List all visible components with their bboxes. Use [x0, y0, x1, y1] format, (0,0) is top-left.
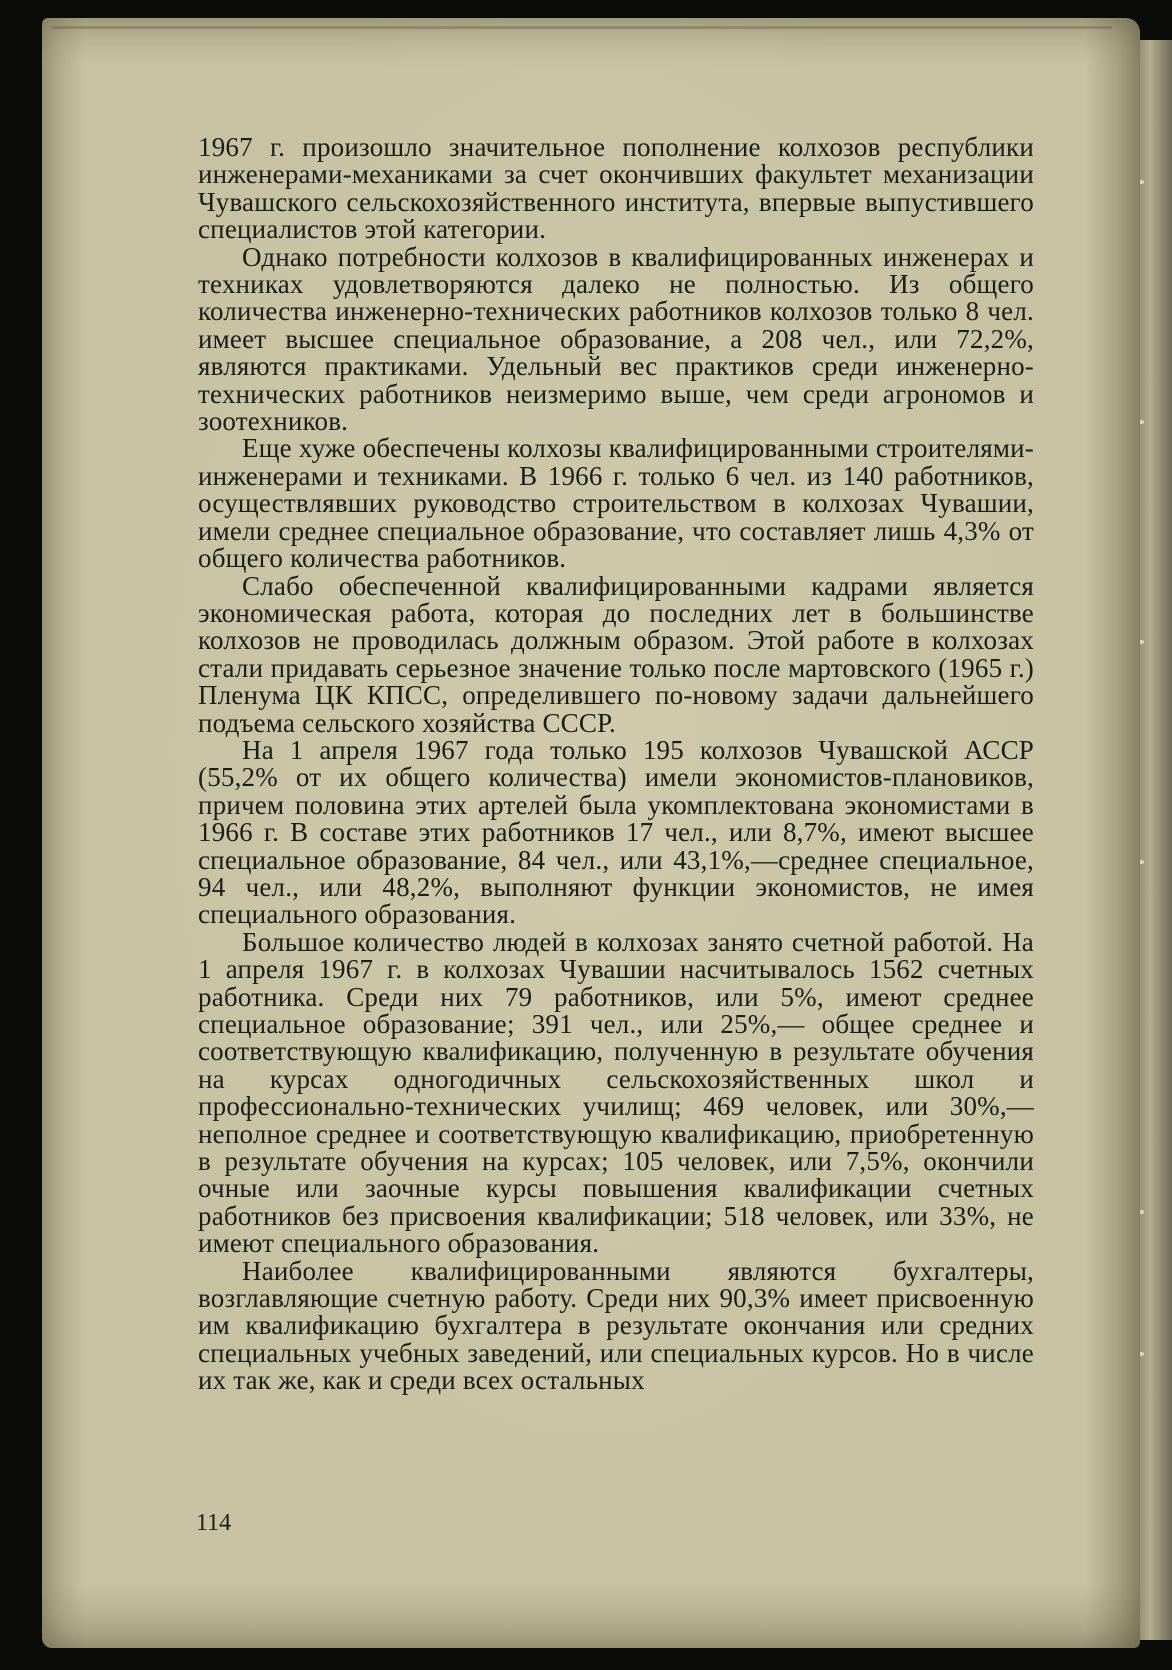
paragraph: Еще хуже обеспечены колхозы квалифицированными строителями-инженерами и техниками. В 1966 г. только 6 чел. из 140 работников, осуществлявших руководство строительством в колхозах Чувашии, имели среднее специальное образование, что составляет лишь 4,3% от общего количества работников.	[198, 433, 1034, 574]
paragraph: Наиболее квалифицированными являются бухгалтеры, возглавляющие счетную работу. Среди них 90,3% имеет присвоенную им квалификацию бухгалтера в результате окончания или средних специальных учебных заведений, или специальных курсов. Но в числе их так же, как и среди всех остальных	[198, 1255, 1034, 1396]
body-text	[198, 134, 1034, 1395]
paragraph: Слабо обеспеченной квалифицированными кадрами является экономическая работа, которая до последних лет в большинстве колхозов не проводилась должным образом. Этой работе в колхозах стали придавать серьезное значение только после мартовского (1965 г.) Пленума ЦК КПСС, определившего по-новому задачи дальнейшего подъема сельского хозяйства СССР.	[198, 570, 1034, 738]
paragraph: Однако потребности колхозов в квалифицированных инженерах и техниках удовлетворяются далеко не полностью. Из общего количества инженерно-технических работников колхозов только 8 чел. имеет высшее специальное образование, а 208 чел., или 72,2%, являются практиками. Удельный вес практиков среди инженерно-технических работников неизмеримо выше, чем среди агрономов и зоотехников.	[198, 241, 1034, 437]
paragraph: Большое количество людей в колхозах занято счетной работой. На 1 апреля 1967 г. в колхозах Чувашии насчитывалось 1562 счетных работника. Среди них 79 работников, или 5%, имеют среднее специальное образование; 391 чел., или 25%,— общее среднее и соответствующую квалификацию, полученную в результате обучения на курсах одногодичных сельскохозяйственных школ и профессионально-технических училищ; 469 человек, или 30%,— неполное среднее и соответствующую квалификацию, приобретенную в результате обучения на курсах; 105 человек, или 7,5%, окончили очные или заочные курсы повышения квалификации счетных работников без присвоения квалификации; 518 человек, или 33%, не имеют специального образования.	[198, 926, 1034, 1259]
paragraph: 1967 г. произошло значительное пополнение колхозов республики инженерами-механиками за счет окончивших факультет механизации Чувашского сельскохозяйственного института, впервые выпустившего специалистов этой категории.	[198, 132, 1034, 245]
paragraph: На 1 апреля 1967 года только 195 колхозов Чувашской АССР (55,2% от их общего количества) имели экономистов-плановиков, причем половина этих артелей была укомплектована экономистами в 1966 г. В составе этих работников 17 чел., или 8,7%, имеют высшее специальное образование, 84 чел., или 43,1%,—среднее специальное, 94 чел., или 48,2%, выполняют функции экономистов, не имея специального образования.	[198, 734, 1034, 930]
page-number: 114	[196, 1510, 232, 1536]
page-top-edge	[52, 26, 1112, 29]
